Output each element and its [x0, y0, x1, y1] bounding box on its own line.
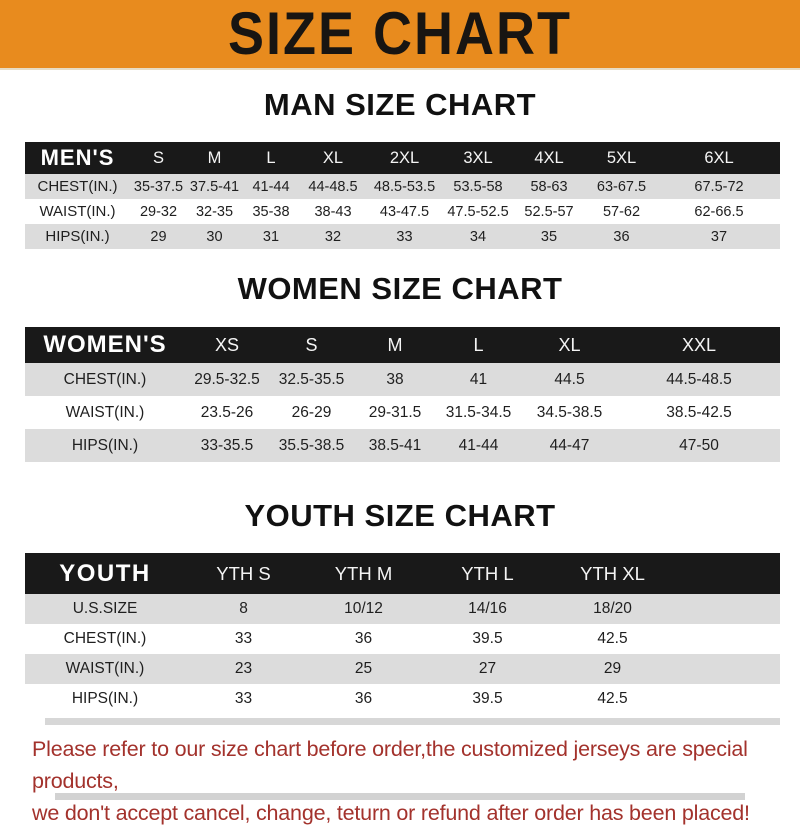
size-value-cell: 29-31.5: [368, 403, 422, 421]
size-value-cell: 35: [540, 228, 558, 245]
size-value-cell: 26-29: [291, 403, 332, 421]
footer-note: [32, 733, 800, 829]
column-header: 6XL: [658, 142, 780, 174]
size-value-cell: 48.5-53.5: [373, 178, 436, 195]
size-value-cell: 8: [239, 600, 248, 617]
banner: [0, 0, 800, 70]
banner-title: [228, 1, 572, 67]
table-row: [25, 654, 780, 684]
column-header: XL: [521, 327, 618, 363]
spacer-cell: [675, 624, 780, 654]
size-value-cell: 44.5: [554, 370, 585, 388]
column-header: 4XL: [513, 142, 585, 174]
row-label: HIPS(IN.): [71, 690, 139, 707]
column-header: 3XL: [443, 142, 513, 174]
size-value-cell: 27: [478, 660, 497, 677]
size-value-cell: 42.5: [597, 690, 628, 707]
table-title: YOUTH: [25, 553, 185, 594]
spacer-cell: [675, 553, 780, 594]
section-women: [0, 271, 800, 462]
size-value-cell: 33-35.5: [200, 436, 254, 454]
size-value-cell: 67.5-72: [694, 178, 744, 195]
youth-size-table: [25, 553, 780, 714]
column-header: YTH L: [425, 553, 550, 594]
size-value-cell: 41-44: [252, 178, 290, 195]
size-value-cell: 44.5-48.5: [666, 370, 732, 388]
table-row: [25, 224, 780, 249]
row-label: WAIST(IN.): [39, 203, 116, 220]
size-value-cell: 32.5-35.5: [278, 370, 345, 388]
size-value-cell: 37.5-41: [189, 178, 240, 195]
size-value-cell: 18/20: [593, 600, 632, 617]
column-header: M: [354, 327, 436, 363]
table-row: [25, 594, 780, 624]
table-title: WOMEN'S: [25, 327, 185, 363]
table-row: [25, 624, 780, 654]
row-label: WAIST(IN.): [65, 660, 145, 677]
size-value-cell: 32-35: [195, 203, 234, 220]
column-header: M: [187, 142, 242, 174]
section-man: [0, 87, 800, 249]
men-size-table: [25, 142, 780, 249]
table-title: MEN'S: [25, 142, 130, 174]
table-row: [25, 199, 780, 224]
size-value-cell: 33: [396, 228, 413, 245]
size-value-cell: 36: [613, 228, 630, 245]
size-value-cell: 53.5-58: [453, 178, 503, 195]
size-value-cell: 35-37.5: [133, 178, 184, 195]
divider-strip: [45, 718, 780, 725]
size-value-cell: 34: [469, 228, 487, 245]
size-value-cell: 35.5-38.5: [278, 436, 345, 454]
size-value-cell: 29: [150, 228, 167, 245]
row-label: CHEST(IN.): [63, 630, 147, 647]
size-value-cell: 42.5: [597, 630, 628, 647]
footer-line-2: we don't accept cancel, change, teturn or refund after order has been placed!: [32, 801, 750, 825]
size-value-cell: 33: [234, 630, 253, 647]
size-value-cell: 35-38: [252, 203, 290, 220]
row-label: CHEST(IN.): [63, 370, 147, 388]
column-header: XL: [300, 142, 366, 174]
size-value-cell: 10/12: [344, 600, 383, 617]
size-value-cell: 43-47.5: [379, 203, 430, 220]
bottom-edge-strip: [55, 793, 745, 800]
women-size-table: [25, 327, 780, 462]
women-section-heading: WOMEN SIZE CHART: [237, 271, 563, 306]
size-value-cell: 31: [262, 228, 280, 245]
column-header: XXL: [618, 327, 780, 363]
size-value-cell: 23: [234, 660, 253, 677]
size-value-cell: 34.5-38.5: [536, 403, 603, 421]
size-value-cell: 32: [324, 228, 342, 245]
column-header: YTH M: [302, 553, 425, 594]
size-value-cell: 14/16: [468, 600, 507, 617]
table-row: [25, 396, 780, 429]
size-value-cell: 29: [603, 660, 622, 677]
column-header: S: [269, 327, 354, 363]
column-header: 5XL: [585, 142, 658, 174]
size-value-cell: 36: [354, 630, 373, 647]
size-value-cell: 23.5-26: [200, 403, 254, 421]
size-value-cell: 25: [354, 660, 373, 677]
column-header: YTH S: [185, 553, 302, 594]
size-value-cell: 38.5-42.5: [666, 403, 732, 421]
size-value-cell: 36: [354, 690, 373, 707]
size-value-cell: 41: [469, 370, 488, 388]
man-section-heading: MAN SIZE CHART: [263, 87, 537, 122]
size-value-cell: 39.5: [472, 690, 503, 707]
size-value-cell: 47.5-52.5: [447, 203, 509, 220]
size-value-cell: 29-32: [139, 203, 178, 220]
row-label: CHEST(IN.): [37, 178, 118, 195]
column-header: L: [242, 142, 300, 174]
table-row: [25, 429, 780, 462]
column-header: YTH XL: [550, 553, 675, 594]
size-value-cell: 33: [234, 690, 253, 707]
table-row: [25, 174, 780, 199]
row-label: U.S.SIZE: [72, 600, 138, 617]
size-value-cell: 30: [206, 228, 223, 245]
size-value-cell: 62-66.5: [694, 203, 744, 220]
table-row: [25, 684, 780, 714]
size-value-cell: 31.5-34.5: [445, 403, 512, 421]
spacer-cell: [675, 684, 780, 714]
youth-section-heading: YOUTH SIZE CHART: [244, 498, 556, 533]
footer-line-1: Please refer to our size chart before order,the customized jerseys are special products,: [32, 737, 748, 793]
size-value-cell: 57-62: [602, 203, 641, 220]
size-value-cell: 37: [710, 228, 728, 245]
section-youth: [0, 498, 800, 714]
column-header: 2XL: [366, 142, 443, 174]
size-value-cell: 63-67.5: [596, 178, 647, 195]
row-label: WAIST(IN.): [65, 403, 145, 421]
banner-title-text: SIZE CHART: [228, 0, 572, 68]
column-header: XS: [185, 327, 269, 363]
spacer-cell: [675, 654, 780, 684]
size-value-cell: 44-47: [549, 436, 590, 454]
table-header-row: [25, 327, 780, 363]
size-value-cell: 44-48.5: [308, 178, 358, 195]
row-label: HIPS(IN.): [71, 436, 139, 454]
size-value-cell: 38-43: [314, 203, 352, 220]
table-row: [25, 363, 780, 396]
row-label: HIPS(IN.): [45, 228, 110, 245]
size-value-cell: 38.5-41: [368, 436, 422, 454]
size-value-cell: 58-63: [530, 178, 568, 195]
spacer-cell: [675, 594, 780, 624]
table-header-row: [25, 553, 780, 594]
size-value-cell: 41-44: [458, 436, 499, 454]
column-header: S: [130, 142, 187, 174]
size-value-cell: 29.5-32.5: [194, 370, 260, 388]
size-value-cell: 47-50: [679, 436, 719, 454]
size-value-cell: 38: [386, 370, 404, 388]
size-value-cell: 39.5: [472, 630, 503, 647]
size-value-cell: 52.5-57: [524, 203, 574, 220]
column-header: L: [436, 327, 521, 363]
table-header-row: [25, 142, 780, 174]
